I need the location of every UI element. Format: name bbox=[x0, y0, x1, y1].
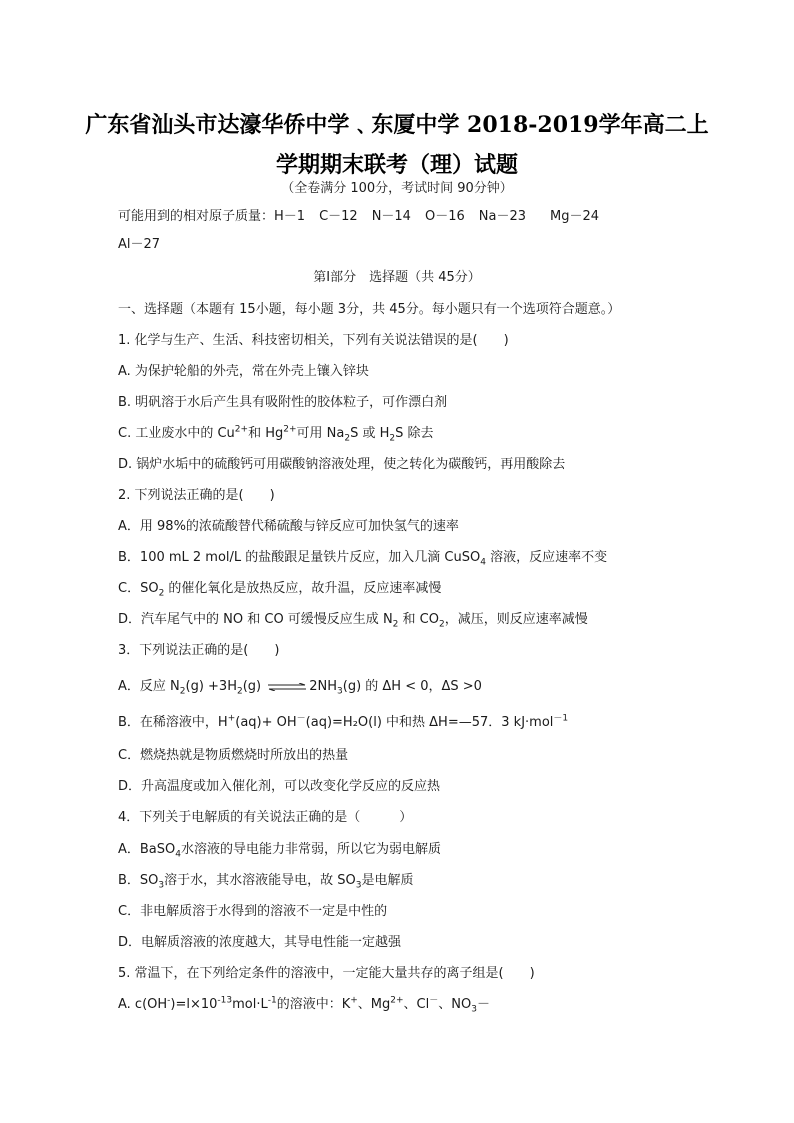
q3-stem: 3．下列说法正确的是( ) bbox=[118, 643, 280, 658]
q5-option-a: A. $c(OH^-)=l\times 10^{-13}mol\cdot L^{-1}$的溶液中：K+、$Mg^{2+}$、Cl－、$NO_3-$ bbox=[118, 995, 490, 1015]
q1-option-c: C. 工业废水中的 $Cu^{2+}$和 $Hg^{2+}$可用 $Na_2S$ 或 $H_2S$ 除去 bbox=[118, 424, 434, 444]
q1-option-d: D. 锅炉水垢中的硫酸钙可用碳酸钠溶液处理，使之转化为碳酸钙，再用酸除去 bbox=[118, 457, 566, 472]
atomic-masses bbox=[118, 209, 599, 225]
section-intro: 一、选择题（本题有 15小题，每小题 3分，共 45分。每小题只有一个选项符合题意。） bbox=[118, 302, 621, 317]
q2-option-c: C．$SO_2$ 的催化氧化是放热反应，故升温，反应速率减慢 bbox=[118, 581, 442, 599]
q4-option-a: A．BaSO$_4$水溶液的导电能力非常弱，所以它为弱电解质 bbox=[118, 842, 442, 860]
atomic-mass-h: H－1 bbox=[274, 209, 306, 224]
q1-option-a: A. 为保护轮船的外壳，常在外壳上镶入锌块 bbox=[118, 364, 369, 379]
atomic-mass-n: N－14 bbox=[371, 209, 411, 224]
atomic-mass-o: O－16 bbox=[424, 209, 465, 224]
exam-title-line-1: 广东省汕头市达濠华侨中学﹑东厦中学 2018-2019学年高二上 bbox=[85, 112, 709, 138]
q2-option-b: B．100 mL 2 mol/L 的盐酸跟足量铁片反应，加入几滴 CuSO$_4$ 溶液，反应速率不变 bbox=[118, 550, 608, 568]
q4-option-c: C．非电解质溶于水得到的溶液不一定是中性的 bbox=[118, 904, 388, 919]
q2-option-a: A．用 98%的浓硫酸替代稀硫酸与锌反应可加快氢气的速率 bbox=[118, 519, 459, 534]
atomic-mass-c: C－12 bbox=[319, 209, 358, 224]
atomic-mass-na: Na－23 bbox=[478, 209, 526, 224]
q2-stem: 2. 下列说法正确的是( ) bbox=[118, 488, 275, 503]
q3-option-c: C．燃烧热就是物质燃烧时所放出的热量 bbox=[118, 748, 349, 763]
section-title: 第Ⅰ部分 选择题（共 45分） bbox=[313, 270, 481, 285]
q3-option-b: B．在稀溶液中，H+(aq)+ OH－(aq)=H₂O(l) 中和热 ΔH=—57．3 kJ·mol$^{-1}$ bbox=[118, 713, 569, 730]
q4-option-d: D．电解质溶液的浓度越大，其导电性能一定越强 bbox=[118, 935, 402, 950]
exam-subtitle: （全卷满分 100分，考试时间 90分钟） bbox=[281, 181, 513, 196]
q4-stem: 4．下列关于电解质的有关说法正确的是（ ） bbox=[118, 810, 413, 825]
atomic-mass-al: Al－27 bbox=[118, 237, 161, 252]
exam-title-line-2: 学期期末联考（理）试题 bbox=[275, 152, 518, 178]
q5-stem: 5. 常温下，在下列给定条件的溶液中，一定能大量共存的离子组是( ) bbox=[118, 966, 535, 981]
q1-option-b: B. 明矾溶于水后产生具有吸附性的胶体粒子，可作漂白剂 bbox=[118, 395, 448, 410]
atomic-mass-mg: Mg－24 bbox=[549, 209, 599, 224]
q1-stem: 1. 化学与生产、生活、科技密切相关，下列有关说法错误的是( ) bbox=[118, 333, 509, 348]
q4-option-b: B．$SO_3$溶于水，其水溶液能导电，故 $SO_3$是电解质 bbox=[118, 873, 414, 891]
q2-option-d: D．汽车尾气中的 NO 和 CO 可缓慢反应生成 $N_2$ 和 $CO_2$，减压，则反应速率减慢 bbox=[118, 612, 588, 630]
equilibrium-arrow-icon bbox=[267, 683, 307, 691]
q3-option-a: A．反应 $N_2(g) +3H_2(g)$ $2NH_3(g)$ 的 ΔH < 0，ΔS >0 bbox=[118, 679, 482, 697]
q3-option-d: D．升高温度或加入催化剂，可以改变化学反应的反应热 bbox=[118, 779, 441, 794]
atomic-masses-label: 可能用到的相对原子质量： bbox=[118, 209, 275, 224]
